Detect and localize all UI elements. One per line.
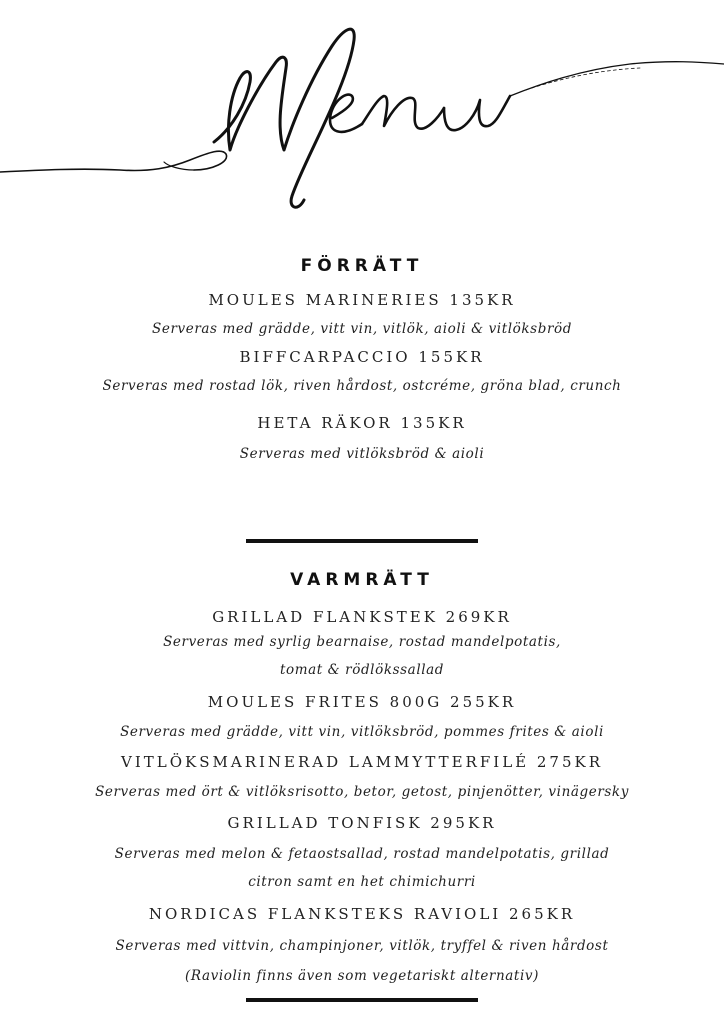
menu-item-name: MOULES MARINERIES 135KR bbox=[208, 291, 516, 309]
menu-item-description: Serveras med ört & vitlöksrisotto, betor, getost, pinjenötter, vinägersky bbox=[95, 784, 629, 800]
menu-item-description: (Raviolin finns även som vegetariskt alternativ) bbox=[185, 968, 539, 984]
menu-item-description: Serveras med grädde, vitt vin, vitlök, aioli & vitlöksbröd bbox=[152, 321, 572, 337]
section-divider bbox=[246, 998, 478, 1002]
menu-item-description: Serveras med syrlig bearnaise, rostad mandelpotatis, bbox=[163, 634, 561, 650]
menu-script-logo bbox=[0, 0, 724, 230]
menu-item-description: Serveras med vitlöksbröd & aioli bbox=[239, 446, 485, 462]
menu-item-description: Serveras med rostad lök, riven hårdost, ostcréme, gröna blad, crunch bbox=[102, 378, 622, 394]
section-heading-forratt: FÖRRÄTT bbox=[300, 256, 424, 276]
menu-item-description: tomat & rödlökssallad bbox=[279, 662, 445, 678]
menu-item-name: NORDICAS FLANKSTEKS RAVIOLI 265KR bbox=[148, 905, 576, 923]
menu-item-name: GRILLAD FLANKSTEK 269KR bbox=[212, 608, 512, 626]
menu-item-name: BIFFCARPACCIO 155KR bbox=[239, 348, 485, 366]
menu-item-description: Serveras med grädde, vitt vin, vitlöksbröd, pommes frites & aioli bbox=[120, 724, 604, 740]
menu-item-name: MOULES FRITES 800G 255KR bbox=[207, 693, 517, 711]
section-divider bbox=[246, 539, 478, 543]
section-heading-varmratt: VARMRÄTT bbox=[290, 570, 434, 590]
menu-item-name: GRILLAD TONFISK 295KR bbox=[227, 814, 497, 832]
menu-item-description: Serveras med vittvin, champinjoner, vitlök, tryffel & riven hårdost bbox=[115, 938, 609, 954]
menu-item-name: VITLÖKSMARINERAD LAMMYTTERFILÉ 275KR bbox=[121, 753, 603, 771]
menu-item-description: Serveras med melon & fetaostsallad, rostad mandelpotatis, grillad bbox=[114, 846, 610, 862]
menu-item-name: HETA RÄKOR 135KR bbox=[257, 414, 467, 432]
menu-item-description: citron samt en het chimichurri bbox=[248, 874, 476, 890]
